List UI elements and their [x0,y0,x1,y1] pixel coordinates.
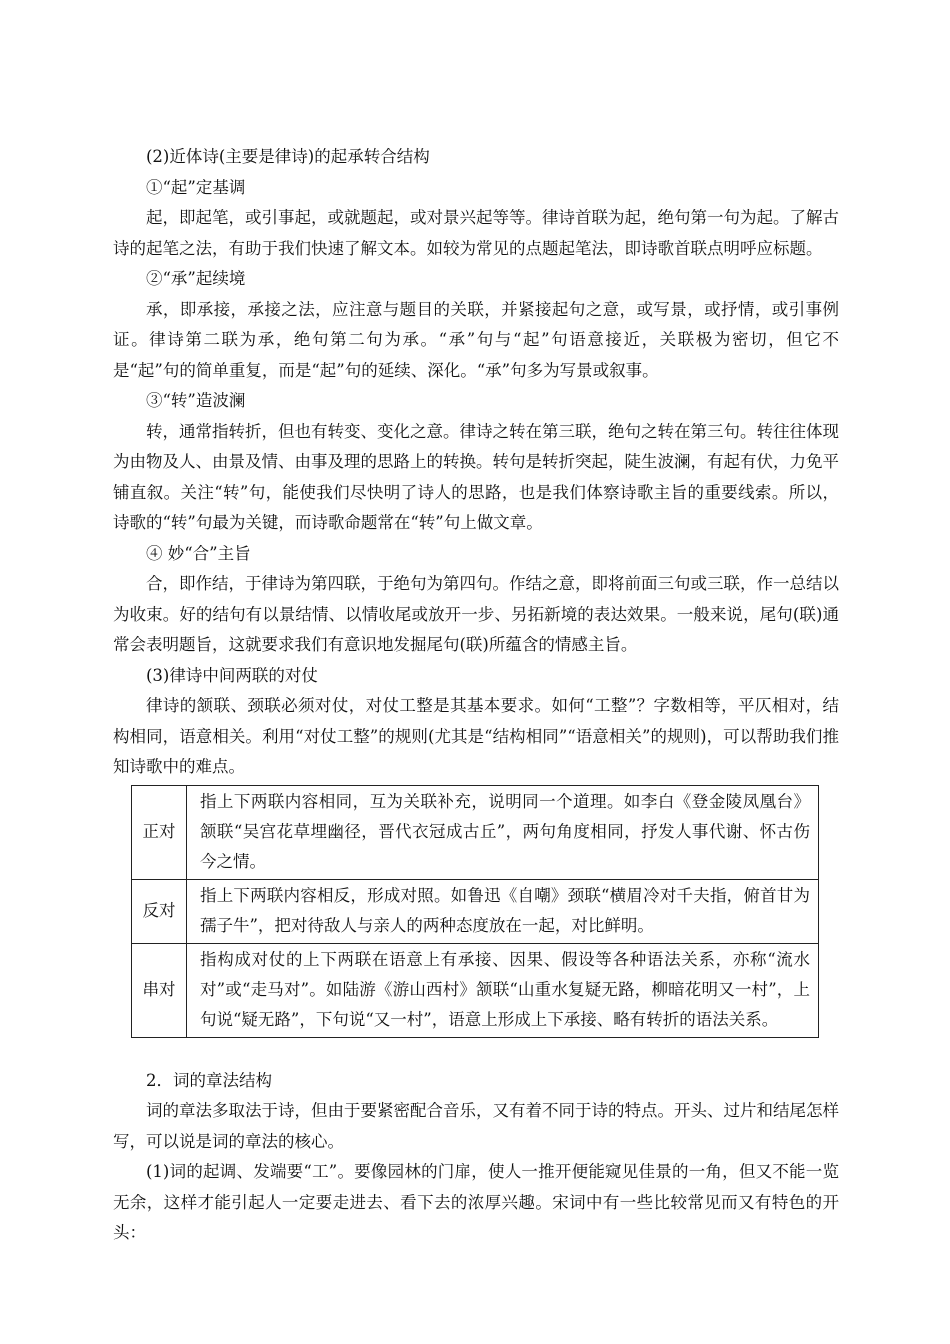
paragraph-cheng: 承，即承接，承接之法，应注意与题目的关联，并紧接起句之意，或写景，或抒情，或引事例证。律诗第二联为承，绝句第二句为承。“承”句与“起”句语意接近，关联极为密切，但它不是“起”句的简单重复，而是“起”句的延续、深化。“承”句多为写景或叙事。 [113,299,839,380]
spacer [113,1038,839,1066]
paragraph-he: 合，即作结，于律诗为第四联，于绝句为第四句。作结之意，即将前面三句或三联，作一总结以为收束。好的结句有以景结情、以情收尾或放开一步、另拓新境的表达效果。一般来说，尾句(联)通常会表明题旨，这就要求我们有意识地发掘尾句(联)所蕴含的情感主旨。 [113,574,839,654]
paragraph-ci-point1: (1)词的起调、发端要“工”。要像园林的门扉，使人一推开便能窥见佳景的一角，但又不能一览无余，这样才能引起人一定要走进去、看下去的浓厚兴趣。宋词中有一些比较常见而又有特色的开头： [113,1162,839,1242]
paragraph-qi: 起，即起笔，或引事起，或就题起，或对景兴起等等。律诗首联为起，绝句第一句为起。了解古诗的起笔之法，有助于我们快速了解文本。如较为常见的点题起笔法，即诗歌首联点明呼应标题。 [113,208,839,258]
paragraph-duizhang: 律诗的颔联、颈联必须对仗，对仗工整是其基本要求。如何“工整”？字数相等，平仄相对，结构相同，语意相关。利用“对仗工整”的规则(尤其是“结构相同”“语意相关”的规则)，可以帮助我们推知诗歌中的难点。 [113,696,839,776]
subheading-cheng: ②“承”起续境 [146,269,246,288]
document-page [113,142,839,1249]
subheading-he: ④ 妙“合”主旨 [146,543,251,563]
table-row [132,943,819,1037]
table-row [132,879,819,943]
table-desc: 指上下两联内容相反，形成对照。如鲁迅《自嘲》颈联“横眉冷对千夫指，俯首甘为孺子牛”，把对待敌人与亲人的两种态度放在一起，对比鲜明。 [187,879,819,943]
subheading-qi: ①“起”定基调 [146,177,246,197]
section-heading: (2)近体诗(主要是律诗)的起承转合结构 [146,147,430,166]
section-heading-ci: 2．词的章法结构 [146,1070,272,1090]
table-row [132,785,819,879]
duizhang-table [131,785,819,1038]
table-desc: 指构成对仗的上下两联在语意上有承接、因果、假设等各种语法关系，亦称“流水对”或“走马对”。如陆游《游山西村》颔联“山重水复疑无路，柳暗花明又一村”，上句说“疑无路”，下句说“又一村”，语意上形成上下承接、略有转折的语法关系。 [187,943,819,1037]
table-term: 正对 [132,785,187,879]
table-term: 反对 [132,879,187,943]
paragraph-ci-intro: 词的章法多取法于诗，但由于要紧密配合音乐，又有着不同于诗的特点。开头、过片和结尾怎样写，可以说是词的章法的核心。 [113,1101,839,1151]
section-heading-duizhang: (3)律诗中间两联的对仗 [146,665,318,685]
paragraph-zhuan: 转，通常指转折，但也有转变、变化之意。律诗之转在第三联，绝句之转在第三句。转往往体现为由物及人、由景及情、由事及理的思路上的转换。转句是转折突起，陡生波澜，有起有伏，力免平铺直叙。关注“转”句，能使我们尽快明了诗人的思路，也是我们体察诗歌主旨的重要线索。所以，诗歌的“转”句最为关键，而诗歌命题常在“转”句上做文章。 [113,421,839,532]
subheading-zhuan: ③“转”造波澜 [146,391,246,410]
table-term: 串对 [132,943,187,1037]
table-desc: 指上下两联内容相同，互为关联补充，说明同一个道理。如李白《登金陵凤凰台》颔联“吴宫花草埋幽径，晋代衣冠成古丘”，两句角度相同，抒发人事代谢、怀古伤今之情。 [187,785,819,879]
